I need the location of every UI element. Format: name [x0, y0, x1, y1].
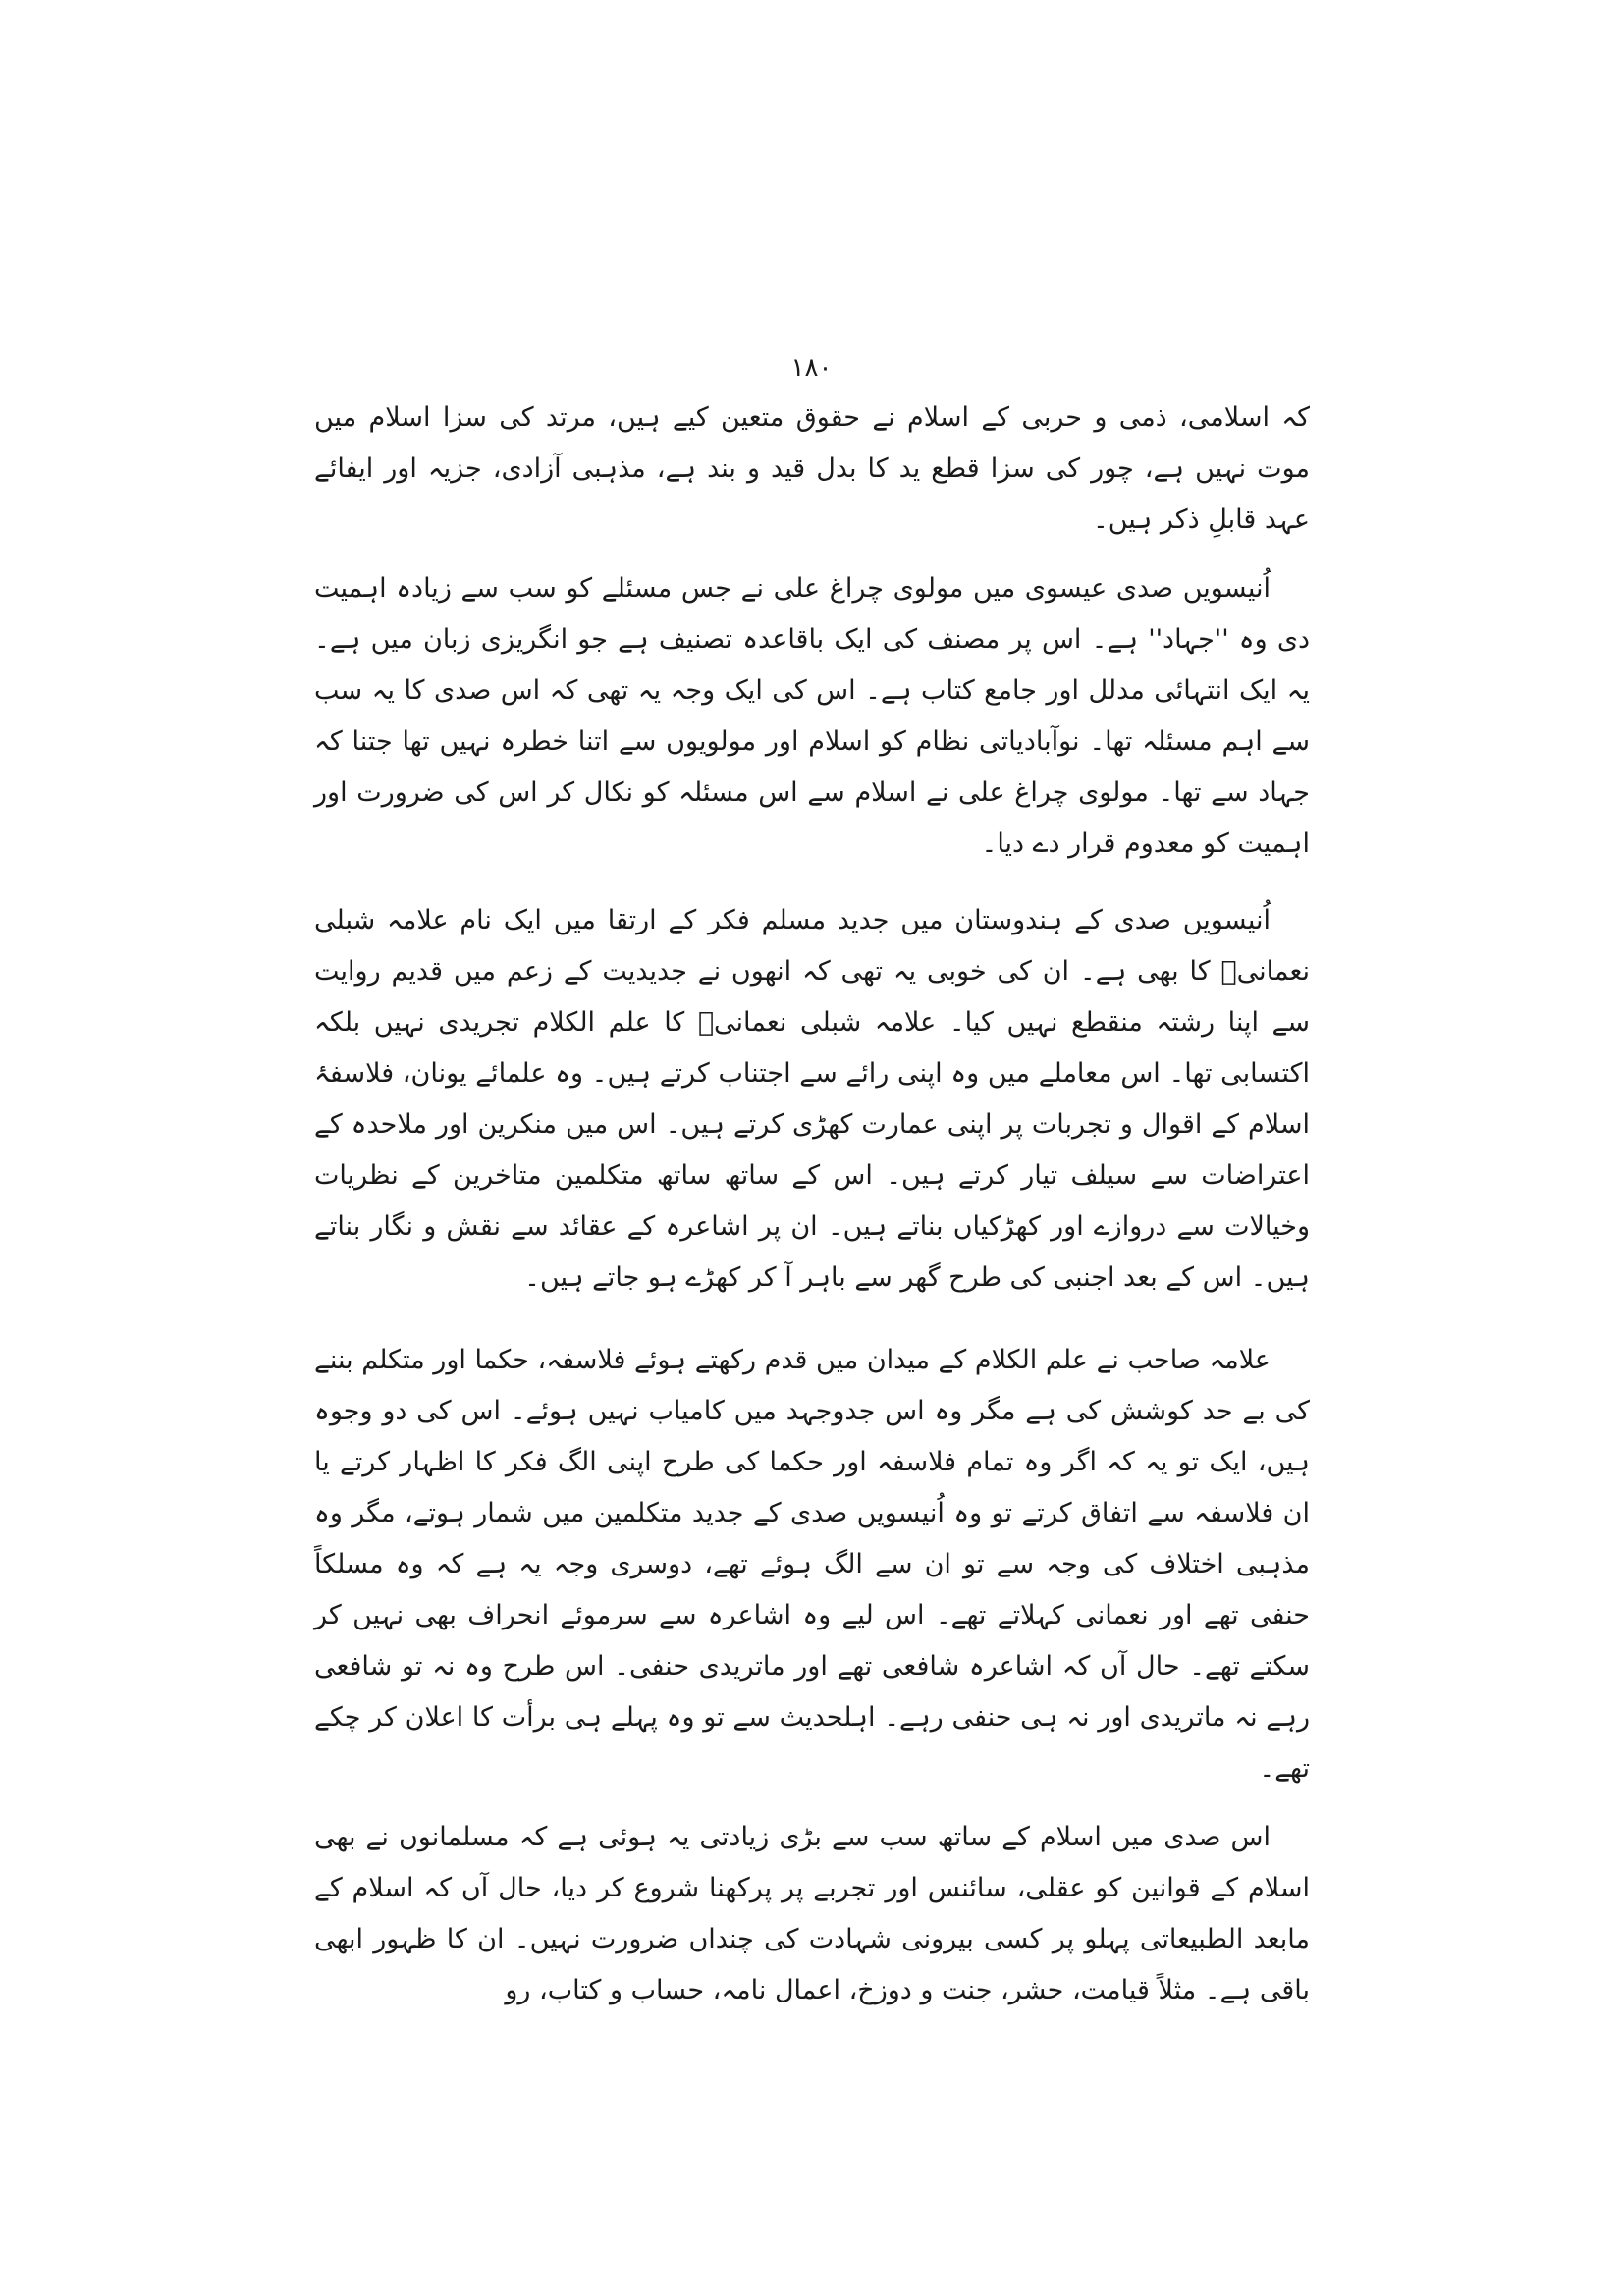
paragraph-3: اُنیسویں صدی کے ہندوستان میں جدید مسلم فکر کے ارتقا میں ایک نام علامہ شبلی نعمانیؒ کا بھی ہے۔ ان کی خوبی یہ تھی کہ انھوں نے جدیدیت کے زعم میں قدیم روایت سے اپنا رشتہ منقطع نہیں کیا۔ علامہ شبلی نعمانیؒ کا علم الکلام تجریدی نہیں بلکہ اکتسابی تھا۔ اس معاملے میں وہ اپنی رائے سے اجتناب کرتے ہیں۔ وہ علمائے یونان، فلاسفۂ اسلام کے اقوال و تجربات پر اپنی عمارت کھڑی کرتے ہیں۔ اس میں منکرین اور ملاحدہ کے اعتراضات سے سیلف تیار کرتے ہیں۔ اس کے ساتھ ساتھ متکلمین متاخرین کے نظریات وخیالات سے دروازے اور کھڑکیاں بناتے ہیں۔ ان پر اشاعرہ کے عقائد سے نقش و نگار بناتے ہیں۔ اس کے بعد اجنبی کی طرح گھر سے باہر آ کر کھڑے ہو جاتے ہیں۔	[314, 905, 1310, 1293]
page-number: ۱۸۰	[790, 353, 833, 383]
paragraph-2: اُنیسویں صدی عیسوی میں مولوی چراغ علی نے جس مسئلے کو سب سے زیادہ اہمیت دی وہ ''جہاد'' ہے۔ اس پر مصنف کی ایک باقاعدہ تصنیف ہے جو انگریزی زبان میں ہے۔ یہ ایک انتہائی مدلل اور جامع کتاب ہے۔ اس کی ایک وجہ یہ تھی کہ اس صدی کا یہ سب سے اہم مسئلہ تھا۔ نوآبادیاتی نظام کو اسلام اور مولویوں سے اتنا خطرہ نہیں تھا جتنا کہ جہاد سے تھا۔ مولوی چراغ علی نے اسلام سے اس مسئلہ کو نکال کر اس کی ضرورت اور اہمیت کو معدوم قرار دے دیا۔	[314, 573, 1310, 859]
body-text	[314, 393, 1310, 2016]
paragraph-4: علامہ صاحب نے علم الکلام کے میدان میں قدم رکھتے ہوئے فلاسفہ، حکما اور متکلم بننے کی بے حد کوشش کی ہے مگر وہ اس جدوجہد میں کامیاب نہیں ہوئے۔ اس کی دو وجوہ ہیں، ایک تو یہ کہ اگر وہ تمام فلاسفہ اور حکما کی طرح اپنی الگ فکر کا اظہار کرتے یا ان فلاسفہ سے اتفاق کرتے تو وہ اُنیسویں صدی کے جدید متکلمین میں شمار ہوتے، مگر وہ مذہبی اختلاف کی وجہ سے تو ان سے الگ ہوئے تھے، دوسری وجہ یہ ہے کہ وہ مسلکاً حنفی تھے اور نعمانی کہلاتے تھے۔ اس لیے وہ اشاعرہ سے سرموئے انحراف بھی نہیں کر سکتے تھے۔ حال آں کہ اشاعرہ شافعی تھے اور ماتریدی حنفی۔ اس طرح وہ نہ تو شافعی رہے نہ ماتریدی اور نہ ہی حنفی رہے۔ اہلحدیث سے تو وہ پہلے ہی برأت کا اعلان کر چکے تھے۔	[314, 1345, 1310, 1784]
paragraph-5: اس صدی میں اسلام کے ساتھ سب سے بڑی زیادتی یہ ہوئی ہے کہ مسلمانوں نے بھی اسلام کے قوانین کو عقلی، سائنس اور تجربے پر پرکھنا شروع کر دیا، حال آں کہ اسلام کے مابعد الطبیعاتی پہلو پر کسی بیرونی شہادت کی چنداں ضرورت نہیں۔ ان کا ظہور ابھی باقی ہے۔ مثلاً قیامت، حشر، جنت و دوزخ، اعمال نامہ، حساب و کتاب، رو	[314, 1822, 1310, 2005]
paragraph-1: کہ اسلامی، ذمی و حربی کے اسلام نے حقوق متعین کیے ہیں، مرتد کی سزا اسلام میں موت نہیں ہے، چور کی سزا قطع ید کا بدل قید و بند ہے، مذہبی آزادی، جزیہ اور ایفائے عہد قابلِ ذکر ہیں۔	[314, 402, 1310, 535]
